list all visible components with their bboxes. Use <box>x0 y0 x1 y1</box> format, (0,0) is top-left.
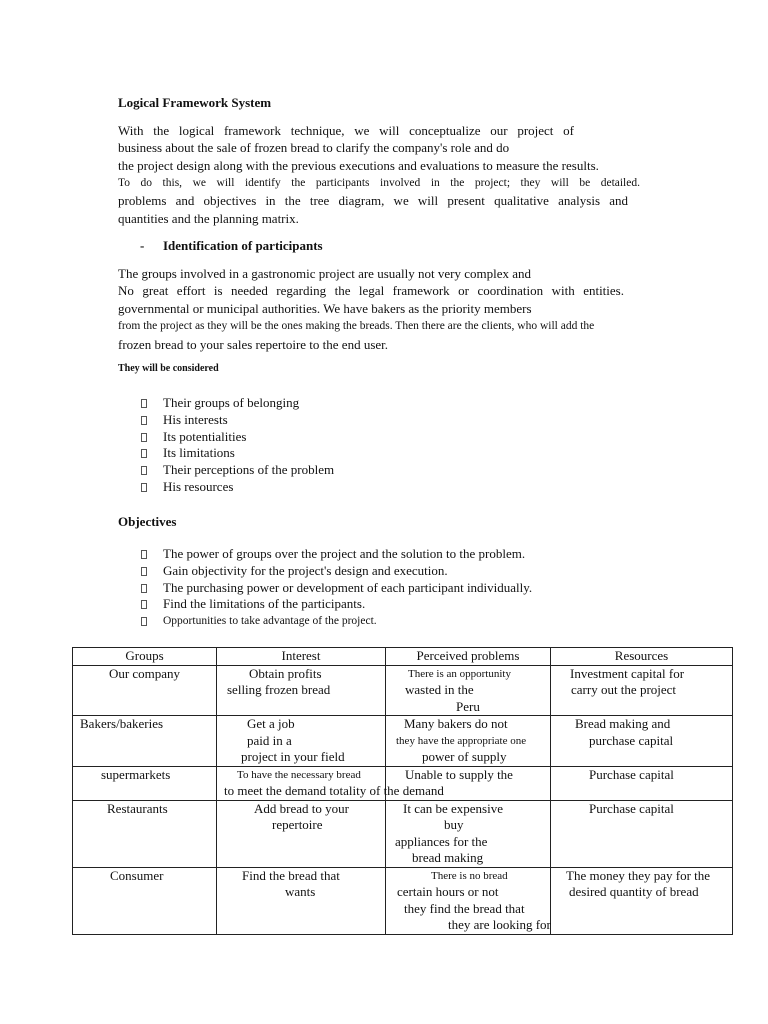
cell-line: Purchase capital <box>589 800 674 816</box>
table-cell <box>551 665 733 716</box>
table-cell <box>73 867 217 934</box>
table-cell <box>217 716 386 767</box>
cell-line: Add bread to your <box>254 800 349 816</box>
para-line: governmental or municipal authorities. We have bakers as the priority members <box>118 301 532 316</box>
cell-line: wants <box>285 884 316 899</box>
cell-line: appliances for the <box>395 833 488 849</box>
objectives-list <box>141 546 532 630</box>
intro-line: To do this, we will identify the participants involved in the project; they will be detailed. <box>118 177 640 189</box>
list-item-label: The power of groups over the project and the solution to the problem. <box>163 546 526 561</box>
table-header-row <box>73 648 733 666</box>
intro-line: With the logical framework technique, we will conceptualize our project of <box>118 123 574 138</box>
checkbox-glyph-icon <box>141 416 147 425</box>
intro-line: quantities and the planning matrix. <box>118 211 299 226</box>
table-row <box>73 867 733 934</box>
para-line: frozen bread to your sales repertoire to the end user. <box>118 337 389 352</box>
checkbox-glyph-icon <box>141 466 147 475</box>
cell-line: It can be expensive <box>403 800 503 816</box>
intro-line: the project design along with the previous executions and evaluations to measure the results. <box>118 158 599 173</box>
column-header: Groups <box>73 648 217 666</box>
table-row <box>73 766 733 800</box>
list-item <box>141 395 334 412</box>
table-cell <box>386 800 551 867</box>
cell-line: There is no bread <box>431 869 508 882</box>
column-header: Interest <box>217 648 386 666</box>
checkbox-glyph-icon <box>141 399 147 408</box>
cell-line: wasted in the <box>405 682 474 697</box>
checkbox-glyph-icon <box>141 617 147 626</box>
table-row <box>73 716 733 767</box>
cell-line: to meet the demand totality of the demand <box>224 783 444 798</box>
cell-line: power of supply <box>422 749 507 764</box>
list-item-label: Their perceptions of the problem <box>163 462 335 478</box>
considered-label: They will be considered <box>118 363 219 374</box>
table-cell <box>217 800 386 867</box>
table-cell <box>551 766 733 800</box>
table-cell <box>73 716 217 767</box>
para-line: from the project as they will be the ones making the breads. Then there are the clients, who will add the <box>118 320 595 332</box>
table-row <box>73 800 733 867</box>
cell-line: Restaurants <box>107 800 168 816</box>
cell-line: Obtain profits <box>249 665 322 681</box>
table-cell <box>386 716 551 767</box>
cell-line: purchase capital <box>589 732 674 748</box>
table-cell <box>551 800 733 867</box>
cell-line: The money they pay for the <box>566 867 711 883</box>
cell-line: desired quantity of bread <box>569 884 699 899</box>
cell-line: Bakers/bakeries <box>80 716 164 731</box>
list-item <box>141 462 334 479</box>
cell-line: Consumer <box>110 867 164 883</box>
list-item-label: Gain objectivity for the project's design and execution. <box>163 562 448 578</box>
cell-line: Find the bread that <box>242 867 340 883</box>
cell-line: they find the bread that <box>404 900 525 916</box>
intro-line: business about the sale of frozen bread to clarify the company's role and do <box>118 140 510 155</box>
para-line: The groups involved in a gastronomic project are usually not very complex and <box>118 266 531 281</box>
checkbox-glyph-icon <box>141 584 147 593</box>
cell-line: Many bakers do not <box>404 716 508 731</box>
cell-line: certain hours or not <box>397 884 499 899</box>
table-cell <box>217 665 386 716</box>
considered-list <box>141 395 334 496</box>
cell-line: Bread making and <box>575 716 671 731</box>
intro-line: problems and objectives in the tree diagram, we will present qualitative analysis and <box>118 193 628 208</box>
checkbox-glyph-icon <box>141 433 147 442</box>
list-item <box>141 546 532 563</box>
checkbox-glyph-icon <box>141 567 147 576</box>
checkbox-glyph-icon <box>141 449 147 458</box>
section-dash: - <box>140 238 145 253</box>
column-header: Resources <box>551 648 733 666</box>
table-cell <box>217 867 386 934</box>
table-cell <box>386 665 551 716</box>
table-cell <box>386 867 551 934</box>
checkbox-glyph-icon <box>141 550 147 559</box>
cell-line: There is an opportunity <box>408 667 511 680</box>
cell-line: they are looking for <box>448 917 551 932</box>
table-cell <box>217 766 444 800</box>
objectives-heading: Objectives <box>118 514 177 529</box>
para-line: No great effort is needed regarding the legal framework or coordination with entities. <box>118 283 624 298</box>
list-item <box>141 445 334 462</box>
list-item-label: The purchasing power or development of each participant individually. <box>163 579 533 595</box>
list-item-label: Its potentialities <box>163 428 247 444</box>
list-item <box>141 412 334 429</box>
cell-line: Purchase capital <box>589 766 674 782</box>
list-item <box>141 580 532 597</box>
list-item-label: Opportunities to take advantage of the project. <box>163 615 377 628</box>
participants-table <box>72 647 733 935</box>
cell-line: Unable to supply the <box>405 766 513 782</box>
cell-line: selling frozen bread <box>227 682 331 697</box>
table-cell <box>551 716 733 767</box>
cell-line: they have the appropriate one <box>396 734 527 747</box>
cell-line: Peru <box>456 698 480 714</box>
table-row <box>73 665 733 716</box>
table-cell <box>73 766 217 800</box>
list-item-label: His interests <box>163 411 228 427</box>
table-cell <box>73 800 217 867</box>
list-item-label: Their groups of belonging <box>163 395 300 410</box>
cell-line: carry out the project <box>571 682 677 697</box>
checkbox-glyph-icon <box>141 600 147 609</box>
list-item <box>141 563 532 580</box>
table-cell <box>551 867 733 934</box>
cell-line: project in your field <box>241 749 345 764</box>
cell-line: Get a job <box>247 716 295 731</box>
cell-line: Investment capital for <box>570 665 685 681</box>
list-item <box>141 613 532 630</box>
list-item <box>141 479 334 496</box>
section-heading: Identification of participants <box>163 238 323 253</box>
list-item-label: Find the limitations of the participants. <box>163 596 366 612</box>
checkbox-glyph-icon <box>141 483 147 492</box>
list-item <box>141 429 334 446</box>
list-item-label: His resources <box>163 478 234 494</box>
page-title: Logical Framework System <box>118 95 272 110</box>
cell-line: paid in a <box>247 732 292 748</box>
column-header: Perceived problems <box>386 648 551 666</box>
cell-line: supermarkets <box>101 766 171 782</box>
cell-line: Our company <box>108 665 181 681</box>
list-item <box>141 596 532 613</box>
table-cell <box>73 665 217 716</box>
list-item-label: Its limitations <box>163 445 235 461</box>
cell-line: To have the necessary bread <box>237 768 361 781</box>
cell-line: buy <box>444 817 464 832</box>
cell-line: bread making <box>412 850 484 865</box>
cell-line: repertoire <box>272 817 323 832</box>
